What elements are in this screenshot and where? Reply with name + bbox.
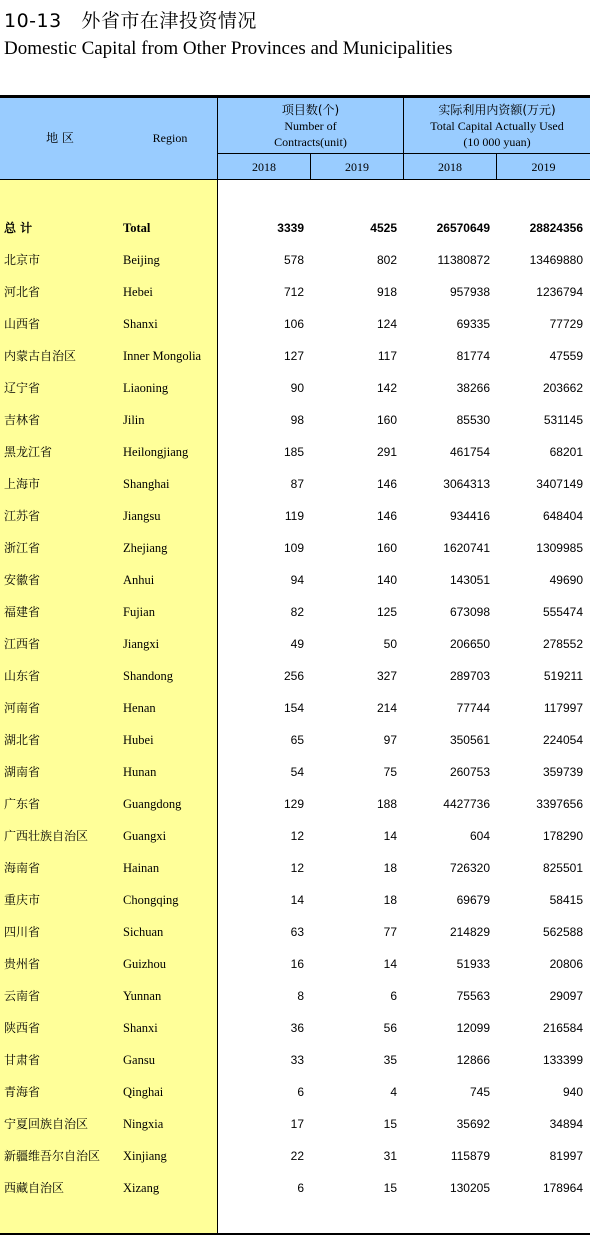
capital-2019: 359739 bbox=[542, 765, 583, 779]
contracts-2018: 3339 bbox=[277, 221, 304, 235]
table-row bbox=[0, 532, 590, 564]
region-en: Shandong bbox=[123, 669, 173, 683]
capital-2018: 26570649 bbox=[436, 221, 490, 235]
region-cn: 重庆市 bbox=[4, 893, 41, 907]
region-en: Henan bbox=[123, 701, 156, 715]
table-row bbox=[0, 1140, 590, 1172]
region-en: Fujian bbox=[123, 605, 155, 619]
region-cn: 内蒙古自治区 bbox=[4, 349, 77, 363]
contracts-2018: 106 bbox=[283, 317, 304, 331]
region-en: Zhejiang bbox=[123, 541, 168, 555]
region-en: Anhui bbox=[123, 573, 155, 587]
contracts-2019: 214 bbox=[376, 701, 397, 715]
contracts-2018: 98 bbox=[290, 413, 304, 427]
region-cn: 北京市 bbox=[4, 253, 41, 267]
region-en: Hubei bbox=[123, 733, 154, 747]
table-row bbox=[0, 564, 590, 596]
capital-2018: 604 bbox=[469, 829, 490, 843]
table-row bbox=[0, 340, 590, 372]
capital-2019: 34894 bbox=[549, 1117, 583, 1131]
region-cn: 福建省 bbox=[4, 605, 41, 619]
capital-2018: 3064313 bbox=[443, 477, 490, 491]
region-en: Total bbox=[123, 221, 151, 235]
region-cn: 西藏自治区 bbox=[4, 1181, 65, 1195]
capital-2018: 206650 bbox=[449, 637, 490, 651]
capital-2019: 825501 bbox=[542, 861, 583, 875]
capital-2019: 519211 bbox=[543, 669, 583, 683]
capital-2018: 12866 bbox=[456, 1053, 490, 1067]
contracts-2019: 140 bbox=[376, 573, 397, 587]
capital-2019: 216584 bbox=[542, 1021, 583, 1035]
contracts-2018: 129 bbox=[283, 797, 304, 811]
contracts-2019: 50 bbox=[383, 637, 397, 651]
year-divider-1 bbox=[310, 153, 311, 180]
capital-2018: 461754 bbox=[449, 445, 490, 459]
region-cn: 湖北省 bbox=[4, 733, 41, 747]
table-row bbox=[0, 628, 590, 660]
contracts-2018: 578 bbox=[283, 253, 304, 267]
capital-2019: 28824356 bbox=[529, 221, 583, 235]
capital-2019: 20806 bbox=[549, 957, 583, 971]
table-title-cn bbox=[4, 6, 257, 33]
region-cn: 广东省 bbox=[4, 797, 41, 811]
contracts-2018: 256 bbox=[283, 669, 304, 683]
region-cn: 海南省 bbox=[4, 861, 41, 875]
table-row bbox=[0, 500, 590, 532]
contracts-2018: 36 bbox=[290, 1021, 304, 1035]
contracts-2018: 16 bbox=[290, 957, 304, 971]
contracts-2019: 291 bbox=[376, 445, 397, 459]
contracts-2018: 185 bbox=[283, 445, 304, 459]
region-en: Shanxi bbox=[123, 1021, 158, 1035]
total-row bbox=[0, 212, 590, 244]
contracts-2018: 109 bbox=[283, 541, 304, 555]
capital-2019: 562588 bbox=[542, 925, 583, 939]
contracts-2019: 18 bbox=[383, 893, 397, 907]
capital-2018: 77744 bbox=[456, 701, 490, 715]
header-contracts-en2: Contracts(unit) bbox=[274, 135, 347, 149]
region-cn: 辽宁省 bbox=[4, 381, 41, 395]
header-region-cn: 地 区 bbox=[46, 131, 74, 145]
contracts-2019: 188 bbox=[376, 797, 397, 811]
contracts-2018: 8 bbox=[297, 989, 304, 1003]
capital-2018: 51933 bbox=[456, 957, 490, 971]
region-cn: 湖南省 bbox=[4, 765, 41, 779]
contracts-2018: 49 bbox=[290, 637, 304, 651]
capital-2018: 81774 bbox=[456, 349, 490, 363]
region-cn: 上海市 bbox=[4, 477, 41, 491]
region-cn: 吉林省 bbox=[4, 413, 41, 427]
contracts-2018: 33 bbox=[290, 1053, 304, 1067]
capital-2018: 12099 bbox=[456, 1021, 490, 1035]
header-capital-cn: 实际利用内资额(万元) bbox=[438, 103, 556, 117]
capital-2019: 531145 bbox=[543, 413, 583, 427]
contracts-2019: 918 bbox=[376, 285, 397, 299]
contracts-2019: 146 bbox=[376, 509, 397, 523]
contracts-2018: 12 bbox=[290, 829, 304, 843]
contracts-2019: 160 bbox=[376, 541, 397, 555]
contracts-2018: 154 bbox=[283, 701, 304, 715]
table-row bbox=[0, 404, 590, 436]
table-row bbox=[0, 276, 590, 308]
capital-2018: 143051 bbox=[449, 573, 490, 587]
capital-2018: 69679 bbox=[456, 893, 490, 907]
contracts-2019: 4 bbox=[390, 1085, 397, 1099]
contracts-2019: 14 bbox=[383, 957, 397, 971]
table-row bbox=[0, 308, 590, 340]
capital-2019: 178964 bbox=[542, 1181, 583, 1195]
table-row bbox=[0, 724, 590, 756]
contracts-2019: 35 bbox=[383, 1053, 397, 1067]
capital-2019: 203662 bbox=[542, 381, 583, 395]
capital-2018: 85530 bbox=[456, 413, 490, 427]
year-divider-2 bbox=[496, 153, 497, 180]
region-cn: 江西省 bbox=[4, 637, 41, 651]
contracts-2019: 146 bbox=[376, 477, 397, 491]
capital-2018: 673098 bbox=[449, 605, 490, 619]
capital-2019: 68201 bbox=[549, 445, 583, 459]
capital-2018: 35692 bbox=[456, 1117, 490, 1131]
header-year-contracts-2018: 2018 bbox=[252, 160, 276, 174]
region-en: Gansu bbox=[123, 1053, 155, 1067]
table-row bbox=[0, 884, 590, 916]
contracts-2018: 82 bbox=[290, 605, 304, 619]
table-row bbox=[0, 596, 590, 628]
capital-2018: 4427736 bbox=[443, 797, 490, 811]
region-cn: 陕西省 bbox=[4, 1021, 41, 1035]
contracts-2019: 160 bbox=[376, 413, 397, 427]
table-title-cn-text: 外省市在津投资情况 bbox=[81, 10, 257, 32]
capital-2018: 115879 bbox=[450, 1149, 490, 1163]
capital-2019: 1236794 bbox=[536, 285, 583, 299]
region-en: Guizhou bbox=[123, 957, 167, 971]
capital-2018: 934416 bbox=[449, 509, 490, 523]
region-en: Inner Mongolia bbox=[123, 349, 202, 363]
region-en: Ningxia bbox=[123, 1117, 164, 1131]
contracts-2018: 22 bbox=[290, 1149, 304, 1163]
capital-2018: 745 bbox=[469, 1085, 490, 1099]
contracts-2018: 119 bbox=[284, 509, 304, 523]
contracts-2019: 124 bbox=[376, 317, 397, 331]
header-region-en: Region bbox=[152, 131, 188, 145]
region-cn: 甘肃省 bbox=[4, 1053, 41, 1067]
region-cn: 四川省 bbox=[4, 925, 41, 939]
region-en: Xizang bbox=[123, 1181, 160, 1195]
region-en: Jiangsu bbox=[123, 509, 161, 523]
capital-2018: 350561 bbox=[449, 733, 490, 747]
region-en: Jilin bbox=[123, 413, 145, 427]
region-cn: 浙江省 bbox=[4, 541, 41, 555]
contracts-2018: 54 bbox=[290, 765, 304, 779]
contracts-2019: 56 bbox=[383, 1021, 397, 1035]
contracts-2019: 14 bbox=[383, 829, 397, 843]
capital-2019: 940 bbox=[562, 1085, 583, 1099]
region-cn: 山东省 bbox=[4, 669, 41, 683]
contracts-2019: 117 bbox=[377, 349, 397, 363]
contracts-2019: 125 bbox=[376, 605, 397, 619]
table-row bbox=[0, 916, 590, 948]
region-en: Qinghai bbox=[123, 1085, 164, 1099]
table-row bbox=[0, 244, 590, 276]
contracts-2018: 6 bbox=[297, 1181, 304, 1195]
capital-2019: 81997 bbox=[549, 1149, 583, 1163]
capital-2018: 38266 bbox=[456, 381, 490, 395]
header-contracts-en1: Number of bbox=[284, 119, 337, 133]
region-en: Yunnan bbox=[123, 989, 162, 1003]
contracts-2018: 14 bbox=[290, 893, 304, 907]
region-cn: 青海省 bbox=[4, 1085, 41, 1099]
capital-2019: 3407149 bbox=[536, 477, 583, 491]
capital-2019: 117997 bbox=[543, 701, 583, 715]
contracts-2018: 12 bbox=[290, 861, 304, 875]
capital-2018: 957938 bbox=[449, 285, 490, 299]
capital-2019: 1309985 bbox=[536, 541, 583, 555]
table-row bbox=[0, 372, 590, 404]
table-row bbox=[0, 948, 590, 980]
capital-2019: 178290 bbox=[542, 829, 583, 843]
capital-2018: 11380872 bbox=[437, 253, 490, 267]
capital-2019: 77729 bbox=[549, 317, 583, 331]
region-cn: 河北省 bbox=[4, 285, 41, 299]
contracts-2019: 142 bbox=[376, 381, 397, 395]
contracts-2019: 327 bbox=[376, 669, 397, 683]
contracts-2019: 18 bbox=[383, 861, 397, 875]
capital-2018: 1620741 bbox=[443, 541, 490, 555]
capital-2018: 289703 bbox=[449, 669, 490, 683]
capital-2018: 130205 bbox=[449, 1181, 490, 1195]
contracts-2019: 15 bbox=[383, 1117, 397, 1131]
header-bottom-rule bbox=[0, 179, 590, 180]
header-contracts-cn: 项目数(个) bbox=[281, 103, 340, 117]
table-row bbox=[0, 852, 590, 884]
capital-2019: 555474 bbox=[542, 605, 583, 619]
region-cn: 总 计 bbox=[4, 221, 33, 235]
capital-2019: 49690 bbox=[549, 573, 583, 587]
contracts-2018: 87 bbox=[290, 477, 304, 491]
header-year-capital-2018: 2018 bbox=[438, 160, 462, 174]
table-row bbox=[0, 820, 590, 852]
capital-2019: 648404 bbox=[542, 509, 583, 523]
table-row bbox=[0, 660, 590, 692]
capital-2019: 278552 bbox=[542, 637, 583, 651]
region-cn: 宁夏回族自治区 bbox=[4, 1117, 89, 1131]
table-row bbox=[0, 788, 590, 820]
contracts-2019: 31 bbox=[383, 1149, 397, 1163]
contracts-2019: 77 bbox=[383, 925, 397, 939]
region-cn: 江苏省 bbox=[4, 509, 41, 523]
region-en: Sichuan bbox=[123, 925, 164, 939]
table-row bbox=[0, 980, 590, 1012]
table-title-en: Domestic Capital from Other Provinces and Municipalities bbox=[4, 38, 453, 59]
header-capital-en2: (10 000 yuan) bbox=[463, 135, 531, 149]
contracts-2018: 94 bbox=[290, 573, 304, 587]
bottom-rule bbox=[0, 1233, 590, 1235]
contracts-2018: 712 bbox=[283, 285, 304, 299]
capital-2019: 58415 bbox=[549, 893, 583, 907]
capital-2019: 3397656 bbox=[536, 797, 583, 811]
header-year-capital-2019: 2019 bbox=[531, 160, 556, 174]
contracts-2018: 65 bbox=[290, 733, 304, 747]
region-cn: 贵州省 bbox=[4, 957, 41, 971]
contracts-2018: 17 bbox=[290, 1117, 304, 1131]
table-row bbox=[0, 436, 590, 468]
region-cn: 河南省 bbox=[4, 701, 41, 715]
header-year-contracts-2019: 2019 bbox=[345, 160, 369, 174]
region-cn: 新疆维吾尔自治区 bbox=[4, 1149, 101, 1163]
group-divider bbox=[403, 98, 404, 180]
capital-2018: 726320 bbox=[449, 861, 490, 875]
contracts-2019: 97 bbox=[383, 733, 397, 747]
contracts-2018: 6 bbox=[297, 1085, 304, 1099]
contracts-2019: 15 bbox=[383, 1181, 397, 1195]
table-row bbox=[0, 692, 590, 724]
capital-2018: 69335 bbox=[456, 317, 490, 331]
capital-2019: 47559 bbox=[549, 349, 583, 363]
region-en: Hunan bbox=[123, 765, 157, 779]
region-en: Hebei bbox=[123, 285, 153, 299]
region-en: Heilongjiang bbox=[123, 445, 189, 459]
contracts-2019: 75 bbox=[383, 765, 397, 779]
region-cn: 云南省 bbox=[4, 989, 41, 1003]
capital-2019: 224054 bbox=[542, 733, 583, 747]
region-en: Liaoning bbox=[123, 381, 169, 395]
contracts-2019: 802 bbox=[376, 253, 397, 267]
region-en: Chongqing bbox=[123, 893, 179, 907]
table-row bbox=[0, 1108, 590, 1140]
capital-2019: 133399 bbox=[542, 1053, 583, 1067]
capital-2019: 13469880 bbox=[529, 253, 583, 267]
table-row bbox=[0, 1012, 590, 1044]
capital-2018: 75563 bbox=[456, 989, 490, 1003]
capital-2019: 29097 bbox=[549, 989, 583, 1003]
region-cn: 山西省 bbox=[4, 317, 41, 331]
region-cn: 黑龙江省 bbox=[4, 445, 53, 459]
contracts-2018: 127 bbox=[283, 349, 304, 363]
region-cn: 安徽省 bbox=[4, 573, 41, 587]
region-en: Xinjiang bbox=[123, 1149, 167, 1163]
region-en: Beijing bbox=[123, 253, 160, 267]
table-row bbox=[0, 756, 590, 788]
region-en: Jiangxi bbox=[123, 637, 160, 651]
table-row bbox=[0, 1076, 590, 1108]
table-row bbox=[0, 468, 590, 500]
region-cn: 广西壮族自治区 bbox=[4, 829, 89, 843]
contracts-2018: 90 bbox=[290, 381, 304, 395]
region-en: Guangdong bbox=[123, 797, 182, 811]
region-en: Shanxi bbox=[123, 317, 158, 331]
contracts-2019: 4525 bbox=[370, 221, 397, 235]
capital-2018: 260753 bbox=[449, 765, 490, 779]
table-number: 10-13 bbox=[4, 10, 62, 32]
header-capital-en1: Total Capital Actually Used bbox=[430, 119, 564, 133]
region-en: Hainan bbox=[123, 861, 160, 875]
table-row bbox=[0, 1044, 590, 1076]
table-row bbox=[0, 1172, 590, 1204]
contracts-2019: 6 bbox=[390, 989, 397, 1003]
contracts-2018: 63 bbox=[290, 925, 304, 939]
capital-2018: 214829 bbox=[449, 925, 490, 939]
region-en: Shanghai bbox=[123, 477, 170, 491]
region-en: Guangxi bbox=[123, 829, 167, 843]
